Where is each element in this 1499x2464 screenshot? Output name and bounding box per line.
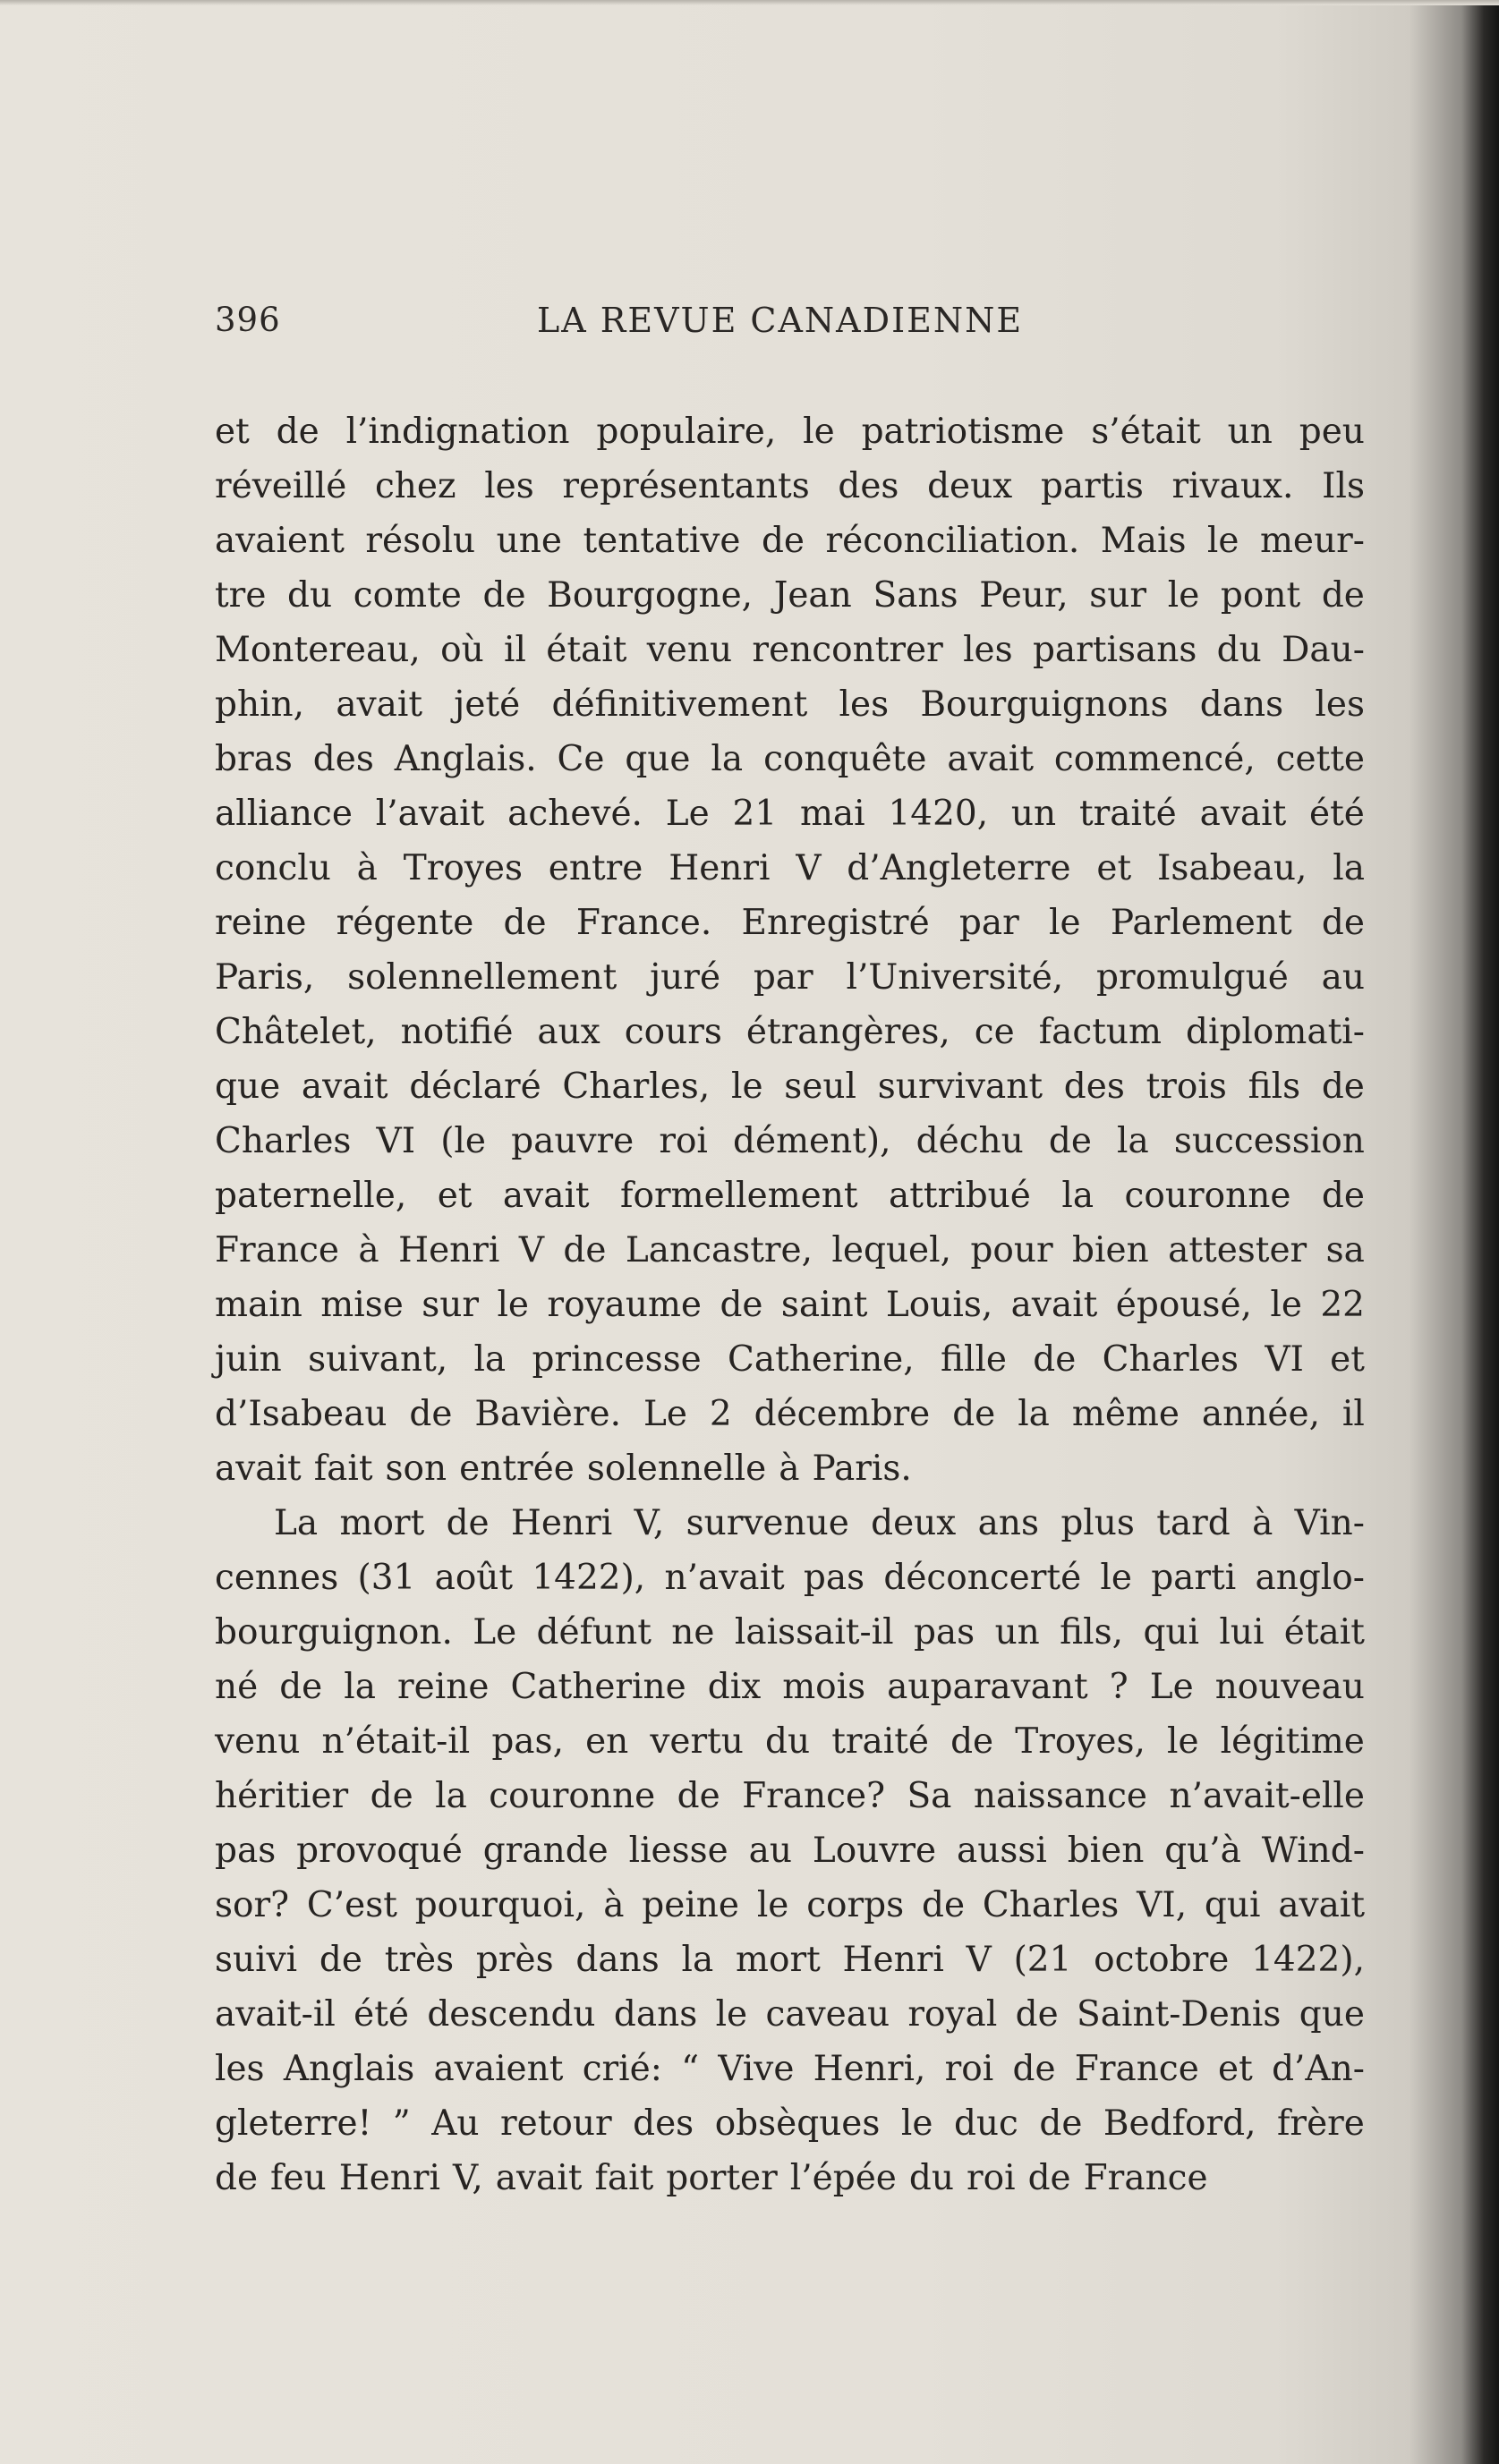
text-line: cennes (31 août 1422), n’avait pas déconcerté le parti anglo- [215,1558,1365,1598]
text-line: bourguignon. Le défunt ne laissait-il pas un fils, qui lui était [215,1612,1365,1653]
text-line: de feu Henri V, avait fait porter l’épée du roi de France [215,2158,1208,2198]
text-line: conclu à Troyes entre Henri V d’Angleterre et Isabeau, la [215,848,1365,888]
text-line: alliance l’avait achevé. Le 21 mai 1420, un traité avait été [215,794,1365,834]
text-line: juin suivant, la princesse Catherine, fille de Charles VI et [215,1339,1365,1380]
text-line: phin, avait jeté définitivement les Bourguignons dans les [215,684,1365,725]
text-line: bras des Anglais. Ce que la conquête avait commencé, cette [215,739,1365,779]
text-line: pas provoqué grande liesse au Louvre aussi bien qu’à Wind- [215,1831,1365,1871]
text-line: Charles VI (le pauvre roi dément), déchu de la succession [215,1121,1365,1161]
text-line: paternelle, et avait formellement attribué la couronne de [215,1176,1365,1216]
text-line: suivi de très près dans la mort Henri V (21 octobre 1422), [215,1940,1365,1980]
text-line: avait-il été descendu dans le caveau royal de Saint-Denis que [215,1994,1365,2035]
text-line: d’Isabeau de Bavière. Le 2 décembre de la même année, il [215,1394,1365,1434]
text-line: venu n’était-il pas, en vertu du traité de Troyes, le légitime [215,1721,1365,1762]
text-line: né de la reine Catherine dix mois auparavant ? Le nouveau [215,1667,1365,1707]
text-line: que avait déclaré Charles, le seul survivant des trois fils de [215,1066,1365,1107]
text-line: avaient résolu une tentative de réconciliation. Mais le meur- [215,521,1365,561]
text-line: Montereau, où il était venu rencontrer les partisans du Dau- [215,630,1365,670]
text-line: reine régente de France. Enregistré par le Parlement de [215,903,1365,943]
running-title: LA REVUE CANADIENNE [537,301,1024,340]
text-line: tre du comte de Bourgogne, Jean Sans Peur, sur le pont de [215,575,1365,616]
text-line: Châtelet, notifié aux cours étrangères, ce factum diplomati- [215,1012,1365,1052]
page-number: 396 [215,301,281,339]
text-line: et de l’indignation populaire, le patriotisme s’était un peu [215,412,1365,452]
text-line: héritier de la couronne de France? Sa naissance n’avait-elle [215,1776,1365,1816]
text-line: France à Henri V de Lancastre, lequel, pour bien attester sa [215,1230,1365,1270]
page-header [215,301,1056,351]
page-top-edge [0,0,1499,5]
text-line: sor? C’est pourquoi, à peine le corps de Charles VI, qui avait [215,1885,1365,1925]
text-line: Paris, solennellement juré par l’Université, promulgué au [215,957,1365,998]
text-line: La mort de Henri V, survenue deux ans plus tard à Vin- [274,1503,1365,1543]
text-line: avait fait son entrée solennelle à Paris. [215,1449,912,1489]
text-line: réveillé chez les représentants des deux partis rivaux. Ils [215,466,1365,506]
text-line: gleterre! ” Au retour des obsèques le duc de Bedford, frère [215,2103,1365,2144]
text-line: les Anglais avaient crié: “ Vive Henri, roi de France et d’An- [215,2049,1365,2089]
text-line: main mise sur le royaume de saint Louis, avait épousé, le 22 [215,1285,1365,1325]
